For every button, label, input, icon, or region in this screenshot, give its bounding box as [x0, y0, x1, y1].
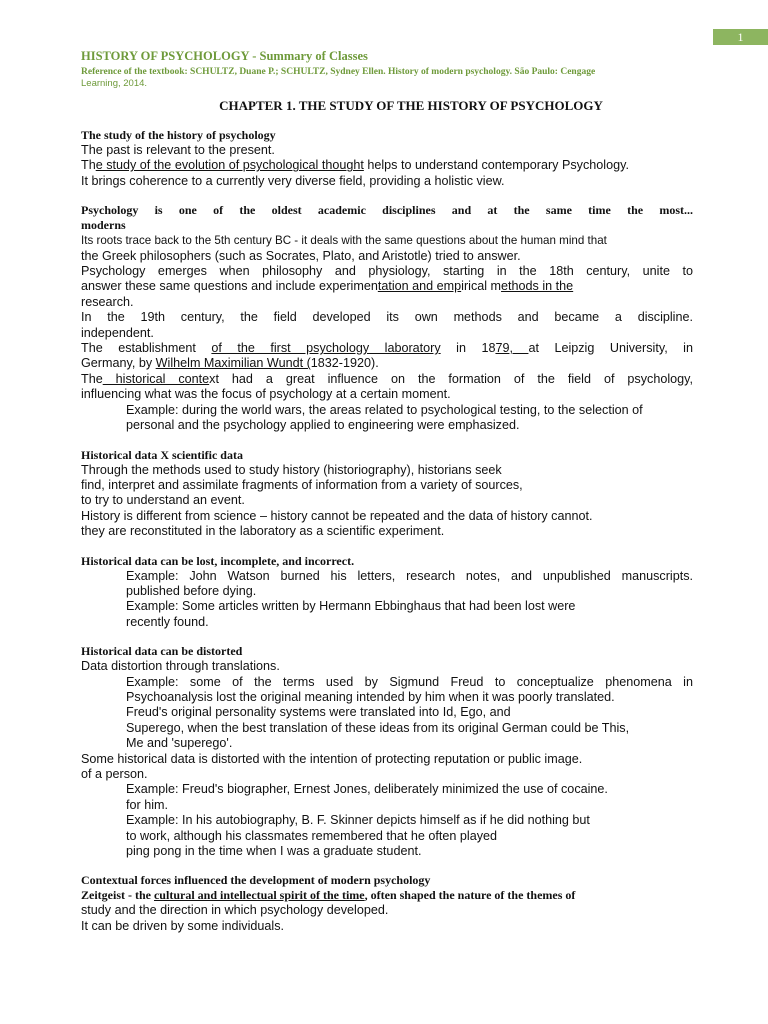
paragraph-line: Some historical data is distorted with the intention of protecting reputation or public image.	[81, 751, 583, 766]
paragraph-line	[81, 372, 693, 387]
example-line: ping pong in the time when I was a graduate student.	[126, 844, 422, 859]
paragraph-line: It can be driven by some individuals.	[81, 918, 285, 933]
paragraph-line: study and the direction in which psychology developed.	[81, 903, 389, 918]
header-title	[81, 48, 681, 64]
section-heading: Historical data can be lost, incomplete, and incorrect.	[81, 553, 355, 568]
text-run: The establishment	[81, 341, 212, 356]
text-run: Zeitgeist - the	[81, 888, 154, 903]
example-line: Example: during the world wars, the areas related to psychological testing, to the selection of	[126, 402, 643, 417]
paragraph-line-bold	[81, 888, 693, 903]
section-heading-cont: moderns	[81, 218, 126, 233]
text-run: at Leipzig University, in	[528, 341, 693, 356]
paragraph-line: The past is relevant to the present.	[81, 143, 275, 157]
paragraph-line: Psychology emerges when philosophy and physiology, starting in the 18th century, unite to	[81, 264, 693, 279]
paragraph-line: Its roots trace back to the 5th century BC - it deals with the same questions about the human mind that	[81, 234, 607, 248]
example-line: personal and the psychology applied to engineering were emphasized.	[126, 418, 520, 433]
example-line: to work, although his classmates remembered that he often played	[126, 828, 498, 843]
example-line: recently found.	[126, 614, 209, 629]
paragraph-line: of a person.	[81, 767, 148, 781]
paragraph-line: independent.	[81, 325, 154, 340]
paragraph-line	[81, 356, 693, 371]
paragraph-line: Data distortion through translations.	[81, 659, 280, 674]
section-heading: Psychology is one of the oldest academic disciplines and at the same time the most...	[81, 203, 693, 218]
paragraph-line: research.	[81, 294, 134, 309]
example-line: Freud's original personality systems were translated into Id, Ego, and	[126, 705, 511, 720]
text-run: xt had a great influence on the formation of the field of psychology,	[209, 371, 693, 386]
section-heading: Historical data X scientific data	[81, 447, 243, 462]
example-line: Example: John Watson burned his letters, research notes, and unpublished manuscripts.	[126, 568, 693, 583]
text-run: The	[81, 371, 103, 386]
paragraph-line: influencing what was the focus of psychology at a certain moment.	[81, 387, 451, 402]
chapter-title: CHAPTER 1. THE STUDY OF THE HISTORY OF PSYCHOLOGY	[219, 98, 603, 113]
paragraph-line	[81, 158, 693, 173]
section-heading: Historical data can be distorted	[81, 644, 243, 659]
underlined-text: ethods in the	[501, 279, 574, 294]
underlined-text: Wilhelm Maximilian Wundt (	[155, 356, 311, 371]
underlined-text: 79,	[495, 341, 529, 356]
example-line: Superego, when the best translation of these ideas from its original German could be This,	[126, 720, 630, 735]
course-title: HISTORY OF PSYCHOLOGY	[81, 49, 250, 63]
example-line: Me and 'superego'.	[126, 736, 233, 751]
paragraph-line: the Greek philosophers (such as Socrates, Plato, and Aristotle) tried to answer.	[81, 248, 521, 263]
paragraph-line: find, interpret and assimilate fragments of information from a variety of sources,	[81, 477, 523, 492]
paragraph-line	[81, 279, 693, 294]
text-run: Th	[81, 158, 96, 173]
document-body	[81, 128, 693, 934]
paragraph-line: they are reconstituted in the laboratory as a scientific experiment.	[81, 524, 445, 539]
text-run: in 18	[440, 341, 496, 356]
underlined-text: historical conte	[102, 371, 210, 386]
example-line: Example: In his autobiography, B. F. Skinner depicts himself as if he did nothing but	[126, 813, 590, 828]
underlined-text: of the first psychology laboratory	[211, 341, 441, 356]
reference-line-cont: Learning, 2014.	[81, 78, 148, 89]
section-heading: Contextual forces influenced the development of modern psychology	[81, 873, 431, 888]
underlined-text: cultural and intellectual spirit of the time	[153, 888, 365, 903]
textbook-reference	[81, 66, 681, 90]
text-run: Germany, by	[81, 356, 156, 371]
example-line: Example: some of the terms used by Sigmund Freud to conceptualize phenomena in	[126, 674, 693, 689]
paragraph-line: to try to understand an event.	[81, 493, 245, 508]
example-line: published before dying.	[126, 583, 257, 598]
example-line: for him.	[126, 797, 168, 812]
underlined-text: e study of the evolution of psychological thought	[95, 158, 364, 173]
paragraph-line: It brings coherence to a currently very diverse field, providing a holistic view.	[81, 173, 505, 188]
paragraph-line	[81, 341, 693, 356]
text-run: , often shaped the nature of the themes of	[364, 888, 576, 903]
text-run: helps to understand contemporary Psychology.	[363, 158, 629, 173]
paragraph-line: Through the methods used to study history (historiography), historians seek	[81, 462, 502, 477]
example-line: Example: Some articles written by Hermann Ebbinghaus that had been lost were	[126, 599, 576, 614]
example-line: Psychoanalysis lost the original meaning intended by him when it was poorly translated.	[126, 689, 615, 704]
text-run: answer these same questions and include experimen	[81, 279, 378, 294]
example-line: Example: Freud's biographer, Ernest Jones, deliberately minimized the use of cocaine.	[126, 782, 608, 797]
text-run: 1832-1920).	[310, 356, 379, 371]
section-heading: The study of the history of psychology	[81, 128, 276, 142]
paragraph-line: History is different from science – history cannot be repeated and the data of history cannot.	[81, 508, 593, 523]
text-run: irical m	[461, 279, 502, 294]
reference-line: Reference of the textbook: SCHULTZ, Duane P.; SCHULTZ, Sydney Ellen. History of modern psychology. São Paulo: Cengage	[81, 67, 596, 77]
page-number-badge: 1	[713, 29, 768, 45]
document-header	[81, 48, 681, 90]
underlined-text: tation and emp	[377, 279, 462, 294]
paragraph-line: In the 19th century, the field developed its own methods and became a discipline.	[81, 310, 693, 325]
course-subtitle: - Summary of Classes	[249, 49, 368, 63]
